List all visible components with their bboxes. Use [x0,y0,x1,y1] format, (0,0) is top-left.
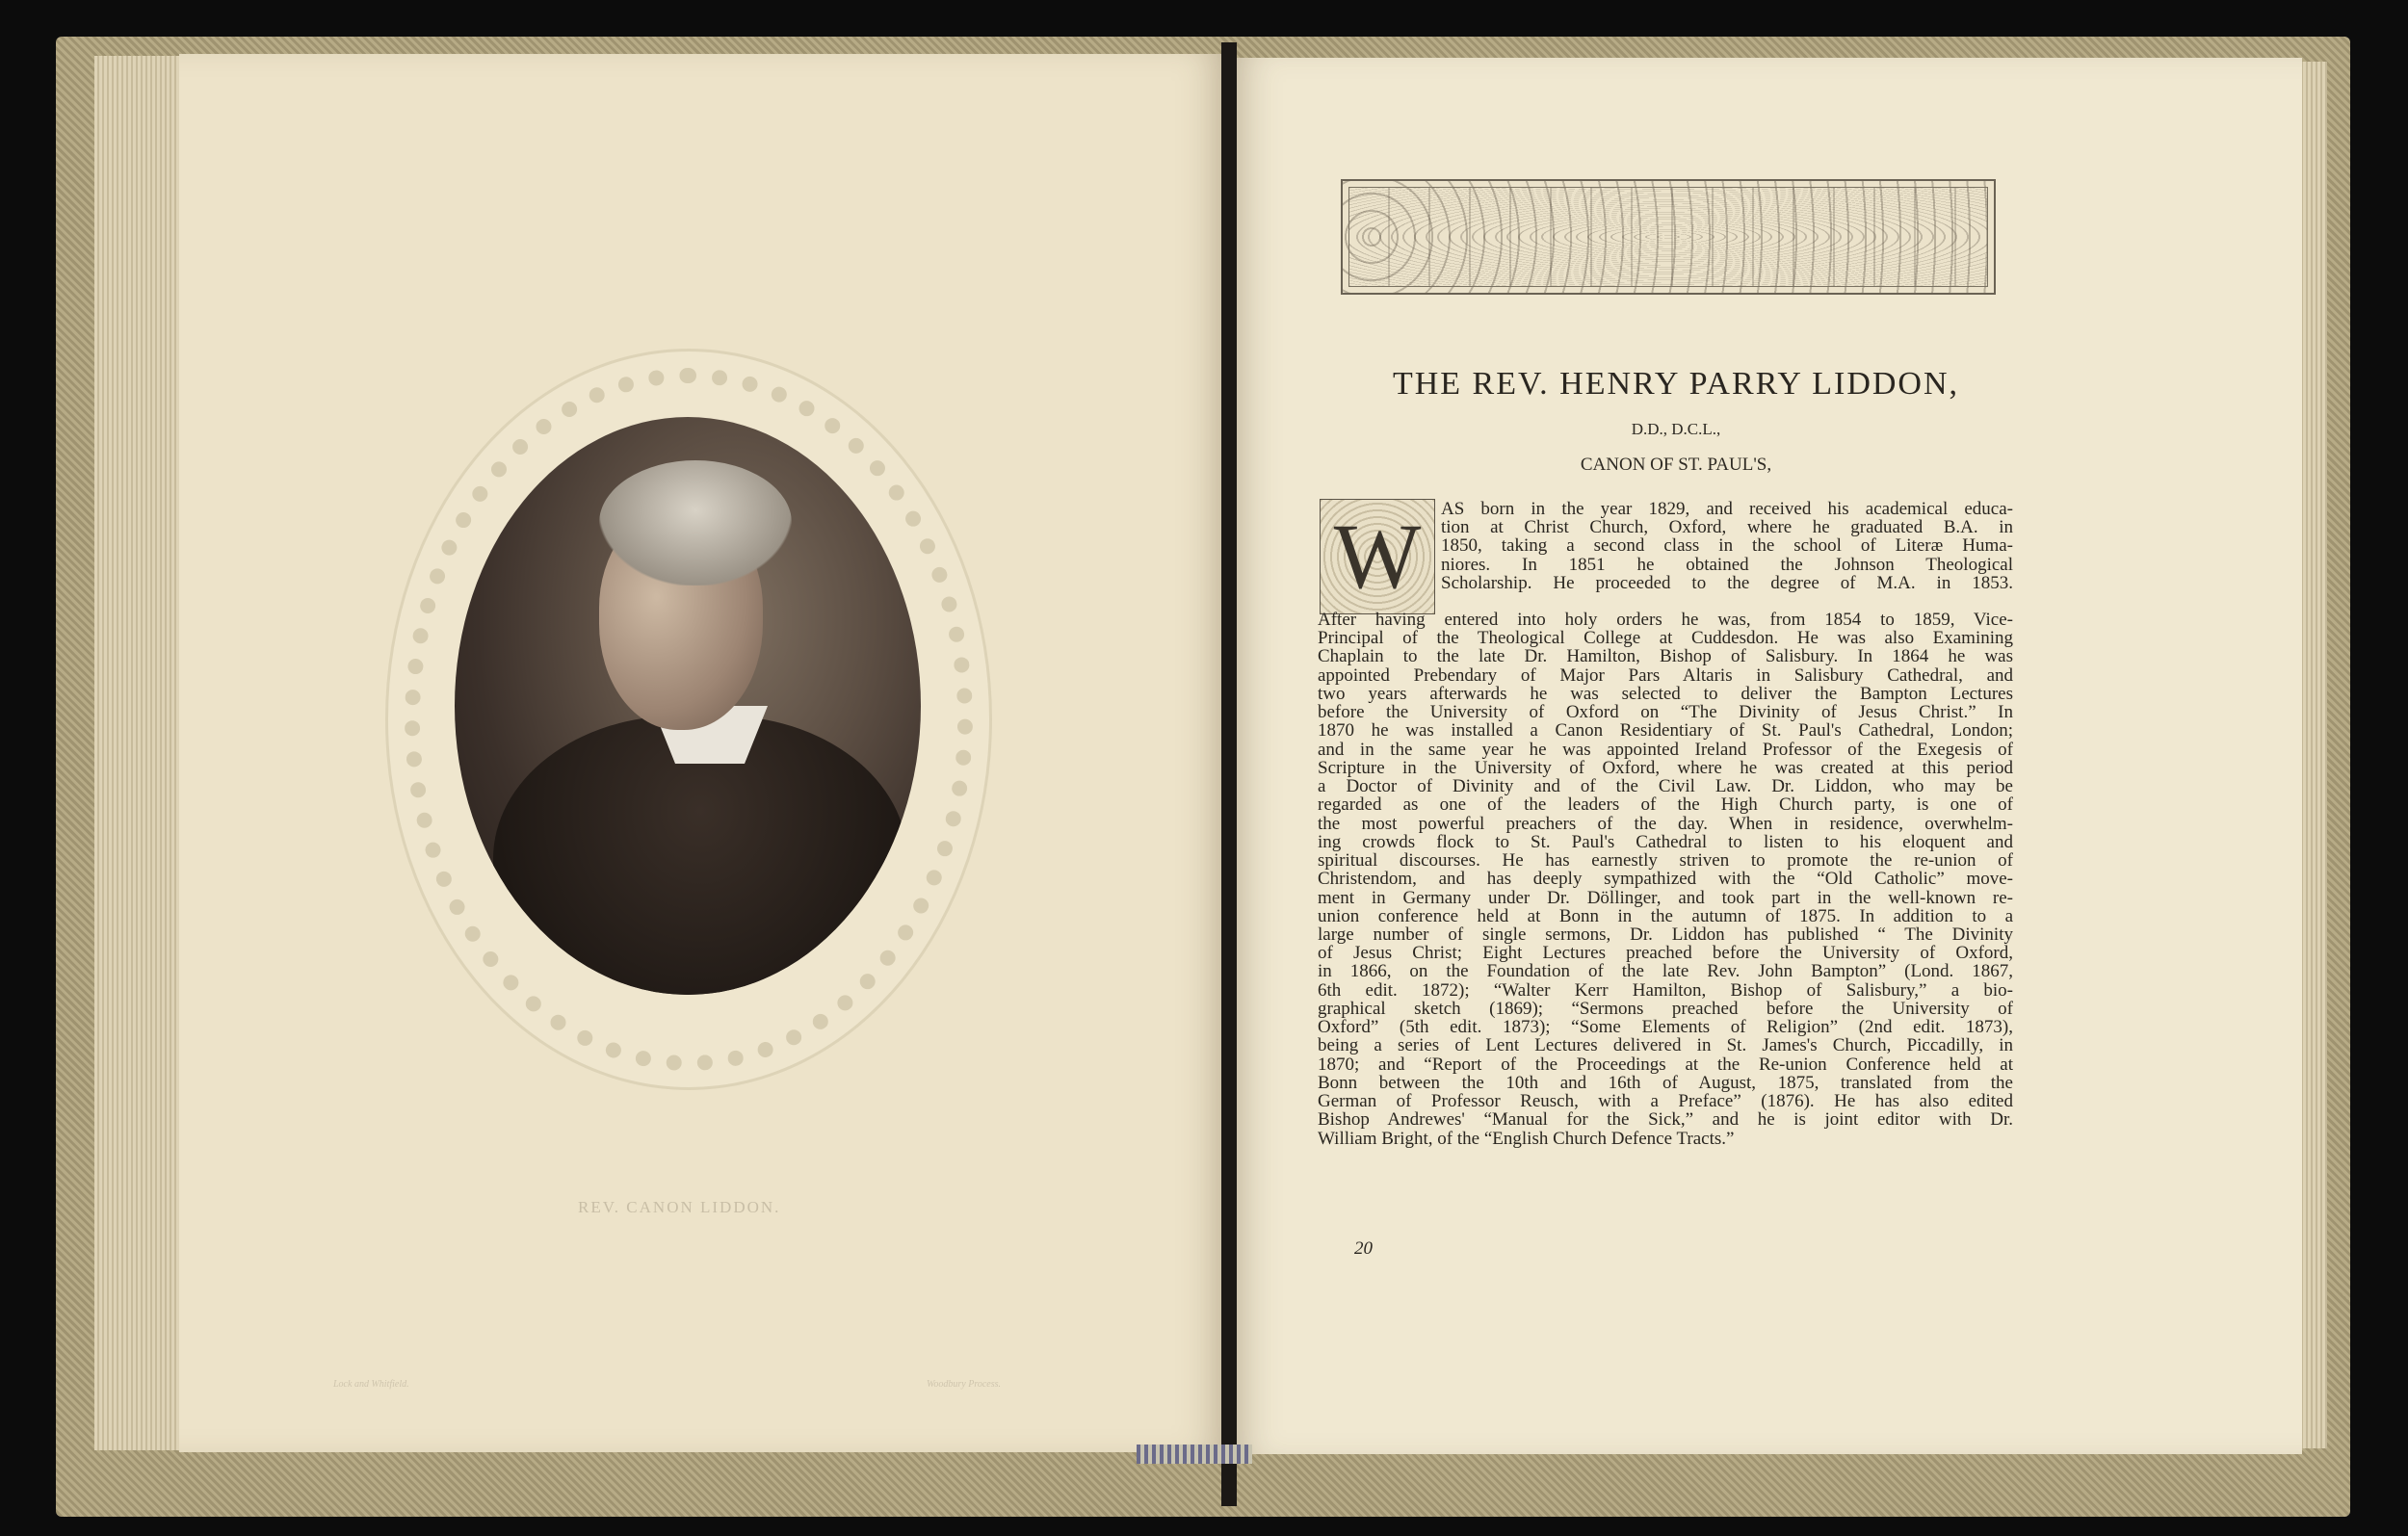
header-ornament-pattern [1348,187,1988,287]
binding-stitch [1137,1445,1252,1464]
text-line: union conference held at Bonn in the autumn of 1875. In addition to a [1318,906,2013,925]
text-line: of Jesus Christ; Eight Lectures preached before the University of Oxford, [1318,944,2013,963]
text-line: Bonn between the 10th and 16th of August, 1875, translated from the [1318,1073,2013,1093]
text-line: 1870 he was installed a Canon Residentiary of St. Paul's Cathedral, London; [1318,721,2013,741]
photo-credit-right: Woodbury Process. [927,1379,1002,1390]
text-line: appointed Prebendary of Major Pars Altaris in Salisbury Cathedral, and [1318,665,2013,685]
article-position: CANON OF ST. PAUL'S, [1580,455,1772,475]
text-line: before the University of Oxford on “The Divinity of Jesus Christ.” In [1318,703,2013,722]
header-ornament [1341,179,1996,295]
text-line: Bishop Andrewes' “Manual for the Sick,” and he is joint editor with Dr. [1318,1110,2013,1130]
text-line: 6th edit. 1872); “Walter Kerr Hamilton, Bishop of Salisbury,” a bio- [1318,980,2013,1000]
text-line: Scripture in the University of Oxford, where he was created at this period [1318,758,2013,778]
text-line: ment in Germany under Dr. Döllinger, and took part in the well-known re- [1318,888,2013,907]
text-line: niores. In 1851 he obtained the Johnson Theological [1441,555,2013,574]
text-line: German of Professor Reusch, with a Preface” (1876). He has also edited [1318,1092,2013,1111]
text-line: William Bright, of the “English Church Defence Tracts.” [1318,1129,1735,1148]
text-line: and in the same year he was appointed Ireland Professor of the Exegesis of [1318,740,2013,759]
text-line: the most powerful preachers of the day. When in residence, overwhelm- [1318,814,2013,833]
text-line: Christendom, and has deeply sympathized with the “Old Catholic” move- [1318,870,2013,889]
photo-credit-left: Lock and Whitfield. [333,1379,409,1390]
text-line: Oxford” (5th edit. 1873); “Some Elements of Religion” (2nd edit. 1873), [1318,1018,2013,1037]
text-line: graphical sketch (1869); “Sermons preached before the University of [1318,999,2013,1019]
text-line: regarded as one of the leaders of the High Church party, is one of [1318,795,2013,815]
text-line: 1850, taking a second class in the school of Literæ Huma- [1441,536,2013,556]
text-line: a Doctor of Divinity and of the Civil Law. Dr. Liddon, who may be [1318,777,2013,796]
text-line: being a series of Lent Lectures delivered in St. James's Church, Piccadilly, in [1318,1036,2013,1055]
text-line: Principal of the Theological College at Cuddesdon. He was also Examining [1318,629,2013,648]
text-line: Chaplain to the late Dr. Hamilton, Bishop of Salisbury. In 1864 he was [1318,647,2013,666]
text-line: ing crowds flock to St. Paul's Cathedral to listen to his eloquent and [1318,832,2013,852]
drop-cap-letter: W [1333,505,1422,608]
body-text [1318,611,2013,1148]
text-line: AS born in the year 1829, and received his academical educa- [1441,500,2013,519]
text-line: Scholarship. He proceeded to the degree of M.A. in 1853. [1441,573,2013,593]
text-line: spiritual discourses. He has earnestly striven to promote the re-union of [1318,851,2013,871]
text-line: 1870; and “Report of the Proceedings at the Re-union Conference held at [1318,1054,2013,1074]
text-line: After having entered into holy orders he was, from 1854 to 1859, Vice- [1318,611,2013,630]
drop-cap [1320,499,1435,614]
portrait-caption: REV. CANON LIDDON. [578,1198,781,1216]
portrait-hair [599,460,792,586]
page-number: 20 [1354,1238,1373,1259]
book-gutter [1221,42,1237,1506]
text-line: large number of single sermons, Dr. Liddon has published “ The Divinity [1318,924,2013,945]
portrait-photo [455,417,921,995]
text-line: in 1866, on the Foundation of the late Rev. John Bampton” (Lond. 1867, [1318,962,2013,981]
article-degrees: D.D., D.C.L., [1631,420,1721,438]
article-title: THE REV. HENRY PARRY LIDDON, [1392,366,1960,402]
text-line: two years afterwards he was selected to deliver the Bampton Lectures [1318,684,2013,704]
body-text-first-lines [1441,500,2013,592]
text-line: tion at Christ Church, Oxford, where he graduated B.A. in [1441,518,2013,537]
